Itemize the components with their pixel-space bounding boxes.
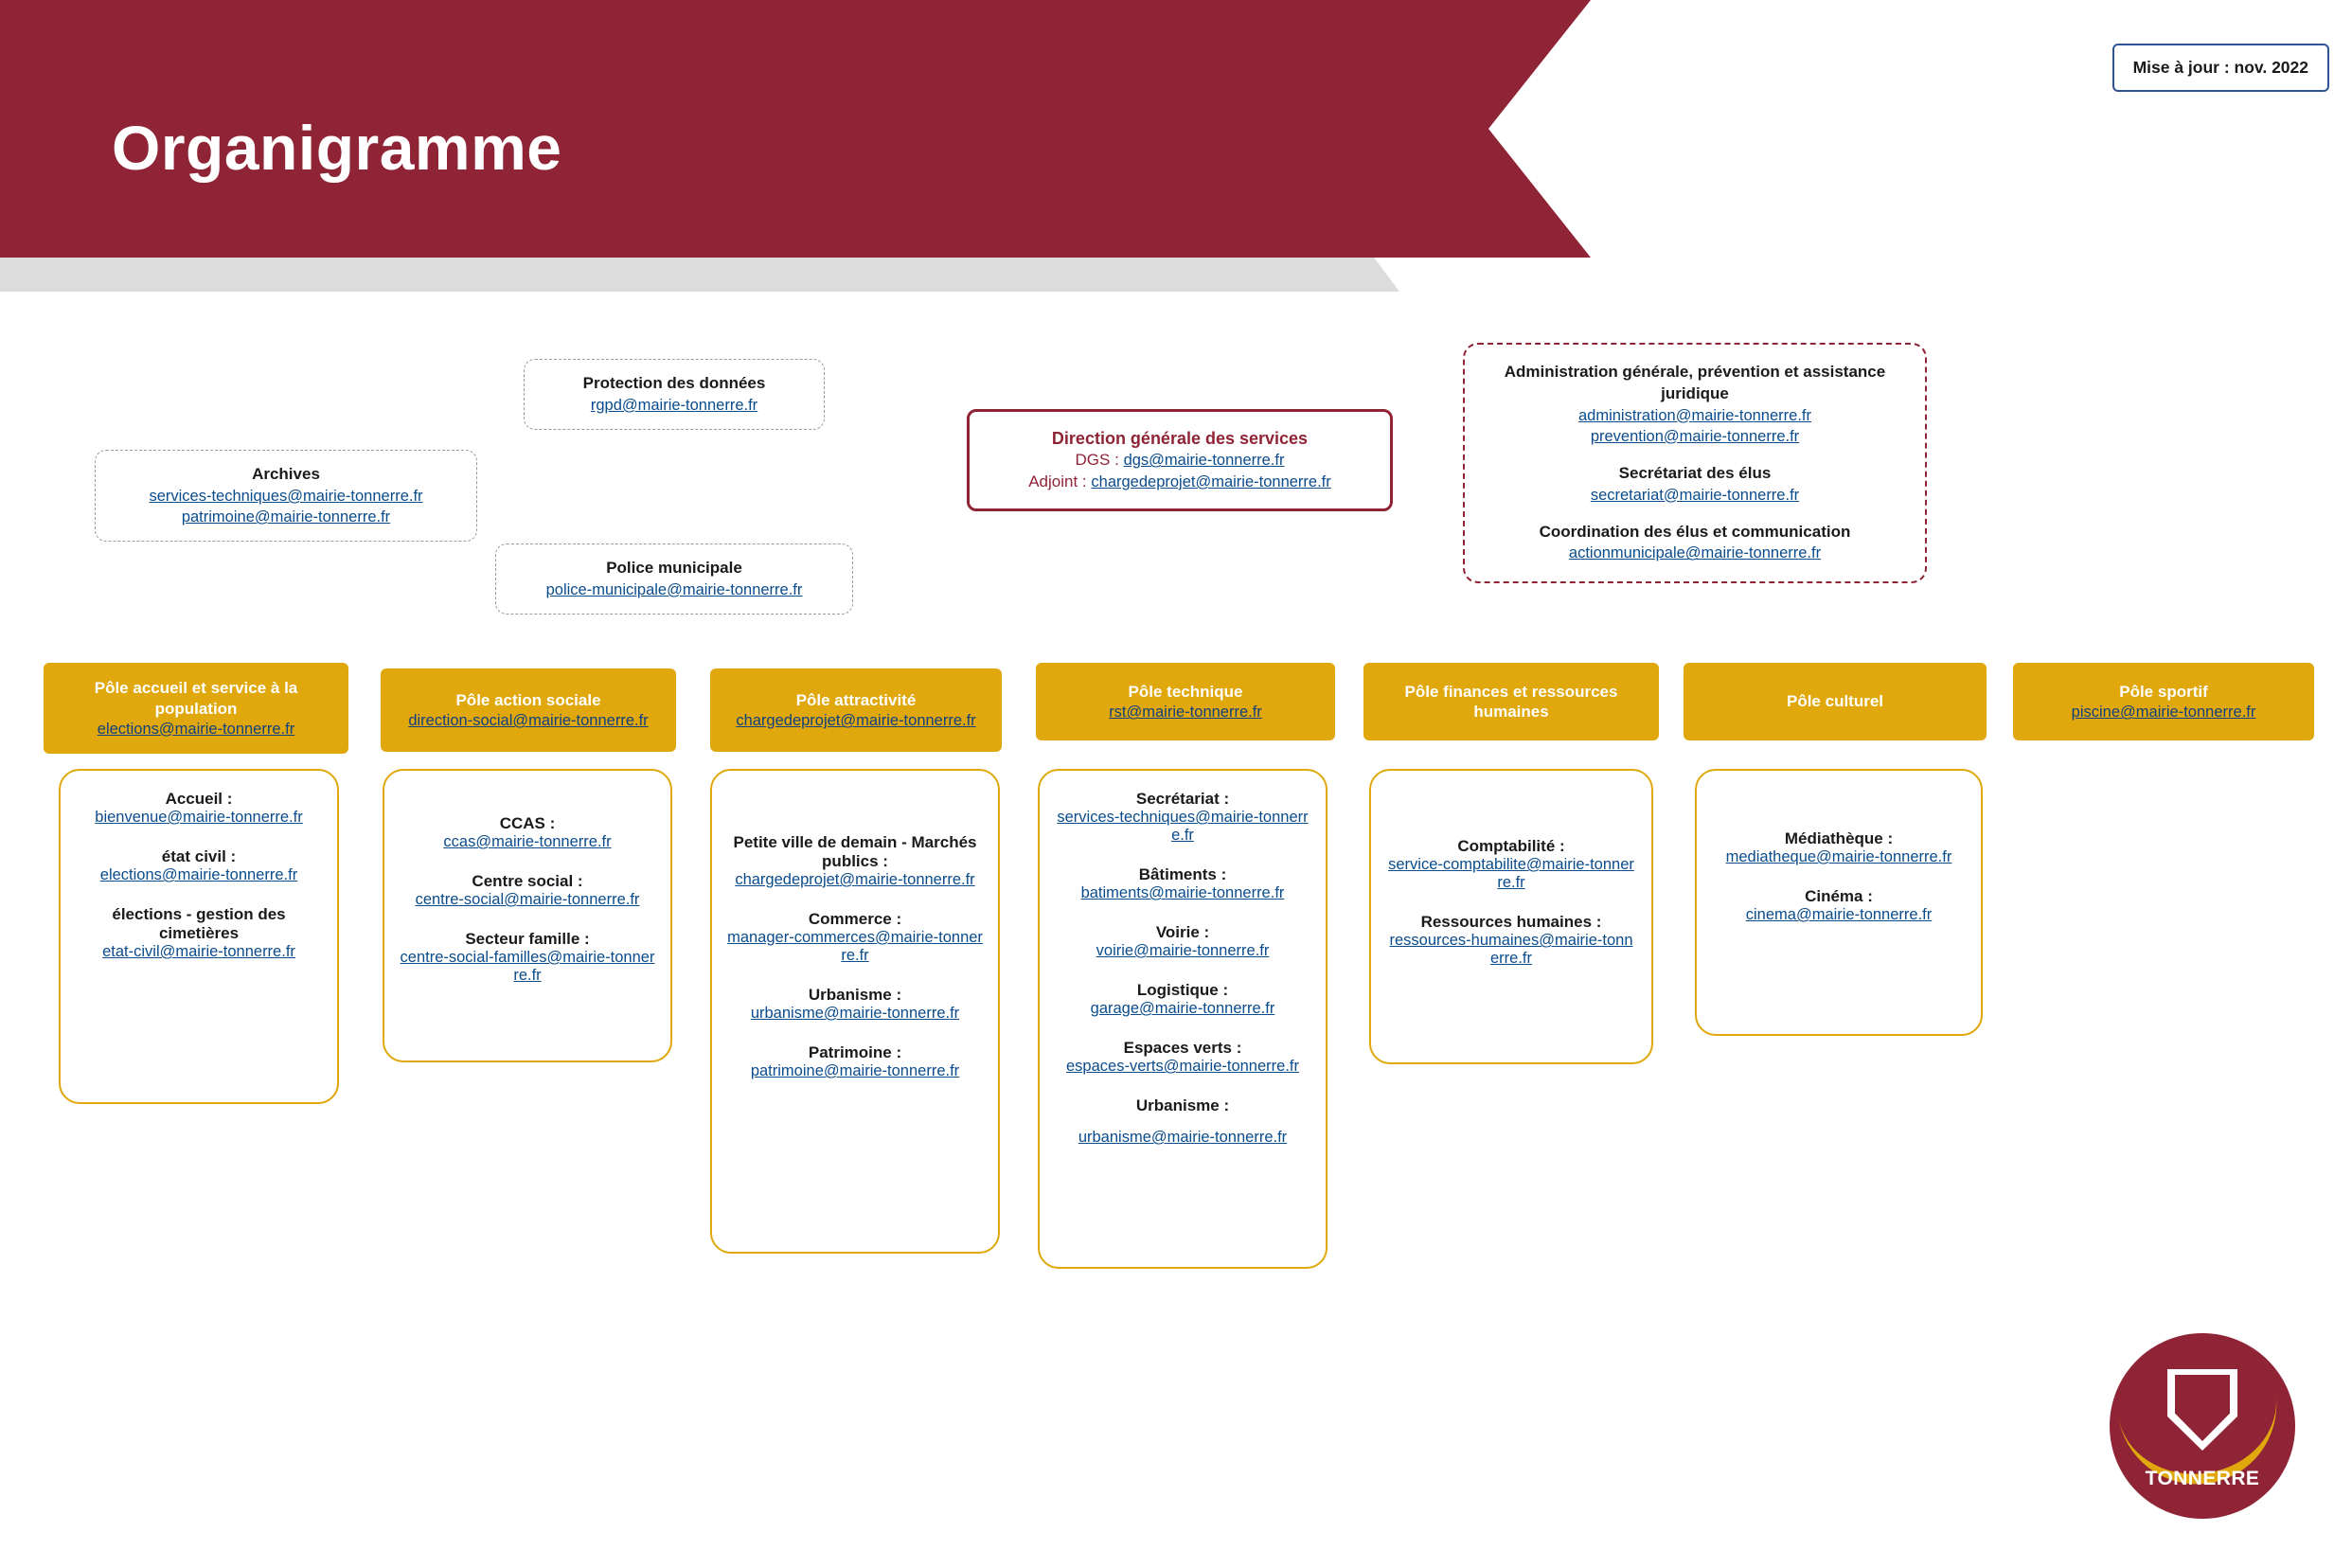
service-item xyxy=(727,986,983,1023)
service-item xyxy=(1386,837,1636,892)
service-name: Logistique : xyxy=(1136,981,1229,999)
service-item xyxy=(76,790,322,827)
pole-email[interactable]: piscine@mairie-tonnerre.fr xyxy=(2071,704,2256,722)
card-pole-accueil xyxy=(59,769,339,1104)
service-name: Secteur famille : xyxy=(465,930,590,948)
box-protection-donnees xyxy=(524,359,825,430)
service-item xyxy=(1055,1039,1310,1076)
service-name: Ressources humaines : xyxy=(1420,913,1602,931)
card-pole-technique xyxy=(1038,769,1327,1269)
pole-title: Pôle accueil et service à la population xyxy=(94,679,298,718)
service-name: Urbanisme : xyxy=(1135,1096,1230,1114)
pole-title: Pôle attractivité xyxy=(795,690,917,709)
service-email[interactable]: services-techniques@mairie-tonnerre.fr xyxy=(1057,809,1309,844)
administration-email-1[interactable]: administration@mairie-tonnerre.fr xyxy=(1577,406,1811,424)
dgs-line-1 xyxy=(983,450,1377,472)
police-title: Police municipale xyxy=(606,559,742,577)
service-item xyxy=(1055,1096,1310,1147)
service-email[interactable]: cinema@mairie-tonnerre.fr xyxy=(1745,906,1933,923)
page-header xyxy=(0,0,2352,303)
box-police-municipale xyxy=(495,543,853,615)
pole-email[interactable]: chargedeprojet@mairie-tonnerre.fr xyxy=(736,712,976,730)
service-name: CCAS : xyxy=(499,814,556,832)
dgs-adjoint-email[interactable]: chargedeprojet@mairie-tonnerre.fr xyxy=(1091,472,1331,490)
service-item xyxy=(1055,981,1310,1018)
service-email[interactable]: chargedeprojet@mairie-tonnerre.fr xyxy=(735,871,975,888)
card-pole-finances-rh xyxy=(1369,769,1653,1064)
service-name: Accueil : xyxy=(165,790,233,808)
protection-title: Protection des données xyxy=(582,374,766,392)
police-email[interactable]: police-municipale@mairie-tonnerre.fr xyxy=(545,580,803,598)
page-title: Organigramme xyxy=(112,113,562,183)
service-item xyxy=(727,1043,983,1080)
pole-header-attractivite[interactable] xyxy=(710,668,1002,752)
service-name: Commerce : xyxy=(808,910,902,928)
pole-header-sportif[interactable] xyxy=(2013,663,2314,740)
update-badge: Mise à jour : nov. 2022 xyxy=(2112,44,2329,92)
service-email[interactable]: bienvenue@mairie-tonnerre.fr xyxy=(95,809,303,826)
service-email[interactable]: mediatheque@mairie-tonnerre.fr xyxy=(1725,848,1952,865)
service-item xyxy=(76,847,322,884)
pole-header-accueil[interactable] xyxy=(44,663,348,754)
service-email[interactable]: ressources-humaines@mairie-tonnerre.fr xyxy=(1389,932,1633,967)
service-email[interactable]: garage@mairie-tonnerre.fr xyxy=(1090,1000,1275,1017)
service-name: Patrimoine : xyxy=(808,1043,902,1061)
service-email[interactable]: urbanisme@mairie-tonnerre.fr xyxy=(750,1005,960,1022)
service-item xyxy=(400,814,655,851)
service-name: Secrétariat : xyxy=(1135,790,1230,808)
dgs-line-2 xyxy=(983,472,1377,493)
service-name: Bâtiments : xyxy=(1138,865,1227,883)
service-name: élections - gestion des cimetières xyxy=(112,905,286,942)
service-name: Urbanisme : xyxy=(808,986,902,1004)
service-item xyxy=(1055,790,1310,845)
pole-email[interactable]: rst@mairie-tonnerre.fr xyxy=(1109,704,1262,722)
administration-title: Administration générale, prévention et assistance juridique xyxy=(1504,363,1886,402)
service-item xyxy=(727,833,983,889)
service-item xyxy=(1055,865,1310,902)
pole-header-finances-rh[interactable] xyxy=(1363,663,1659,740)
pole-email[interactable]: elections@mairie-tonnerre.fr xyxy=(97,720,295,738)
pole-header-technique[interactable] xyxy=(1036,663,1335,740)
dgs-label: DGS : xyxy=(1075,451,1119,470)
service-item xyxy=(1055,923,1310,960)
service-name: état civil : xyxy=(161,847,237,865)
pole-email[interactable]: direction-social@mairie-tonnerre.fr xyxy=(408,712,649,730)
pole-title: Pôle sportif xyxy=(2119,682,2208,701)
service-item xyxy=(727,910,983,965)
archives-email-2[interactable]: patrimoine@mairie-tonnerre.fr xyxy=(181,508,391,526)
service-email[interactable]: batiments@mairie-tonnerre.fr xyxy=(1080,884,1285,901)
service-email[interactable]: centre-social@mairie-tonnerre.fr xyxy=(415,891,640,908)
card-pole-attractivite xyxy=(710,769,1000,1254)
box-archives xyxy=(95,450,477,542)
protection-email[interactable]: rgpd@mairie-tonnerre.fr xyxy=(590,396,758,414)
service-name: Médiathèque : xyxy=(1784,829,1894,847)
service-name: Espaces verts : xyxy=(1123,1039,1242,1057)
service-email[interactable]: ccas@mairie-tonnerre.fr xyxy=(443,833,612,850)
service-name: Voirie : xyxy=(1155,923,1210,941)
dgs-adjoint-label: Adjoint : xyxy=(1028,472,1087,490)
service-item xyxy=(1712,887,1966,924)
pole-title: Pôle action sociale xyxy=(455,690,601,709)
service-email[interactable]: patrimoine@mairie-tonnerre.fr xyxy=(750,1062,960,1079)
spacer-1 xyxy=(1480,447,1910,463)
box-direction-generale-services xyxy=(967,409,1393,511)
service-name: Centre social : xyxy=(472,872,583,890)
service-email[interactable]: voirie@mairie-tonnerre.fr xyxy=(1096,942,1270,959)
dgs-email[interactable]: dgs@mairie-tonnerre.fr xyxy=(1123,452,1285,470)
tonnerre-logo xyxy=(2110,1333,2295,1519)
service-item xyxy=(400,930,655,985)
service-name: Petite ville de demain - Marchés publics : xyxy=(733,833,977,870)
service-item xyxy=(76,905,322,961)
service-name: Comptabilité : xyxy=(1457,837,1565,855)
pole-title: Pôle culturel xyxy=(1786,692,1884,711)
spacer-2 xyxy=(1480,506,1910,522)
service-email[interactable]: urbanisme@mairie-tonnerre.fr xyxy=(1078,1129,1288,1146)
service-item xyxy=(1712,829,1966,866)
service-email[interactable]: manager-commerces@mairie-tonnerre.fr xyxy=(727,929,983,964)
service-email[interactable]: centre-social-familles@mairie-tonnerre.fr xyxy=(400,949,655,984)
service-item xyxy=(400,872,655,909)
pole-header-culturel[interactable] xyxy=(1684,663,1987,740)
service-email[interactable]: service-comptabilite@mairie-tonnerre.fr xyxy=(1388,856,1634,891)
coordination-elus-email[interactable]: actionmunicipale@mairie-tonnerre.fr xyxy=(1568,544,1822,562)
archives-title: Archives xyxy=(252,465,320,483)
secretariat-elus-email[interactable]: secretariat@mairie-tonnerre.fr xyxy=(1590,486,1800,504)
pole-title: Pôle technique xyxy=(1128,682,1243,701)
service-email[interactable]: etat-civil@mairie-tonnerre.fr xyxy=(102,943,295,960)
service-name: Cinéma : xyxy=(1805,887,1873,905)
service-email[interactable]: espaces-verts@mairie-tonnerre.fr xyxy=(1066,1058,1299,1075)
card-pole-culturel xyxy=(1695,769,1983,1036)
administration-email-2[interactable]: prevention@mairie-tonnerre.fr xyxy=(1590,427,1800,445)
service-email[interactable]: elections@mairie-tonnerre.fr xyxy=(99,866,298,883)
box-administration-generale xyxy=(1463,343,1927,583)
secretariat-elus-title: Secrétariat des élus xyxy=(1618,463,1772,482)
service-item xyxy=(1386,913,1636,968)
logo-text: TONNERRE xyxy=(2145,1468,2260,1489)
coordination-elus-title: Coordination des élus et communication xyxy=(1539,522,1851,541)
pole-title: Pôle finances et ressources humaines xyxy=(1404,682,1618,721)
card-pole-action-sociale xyxy=(383,769,672,1062)
archives-email-1[interactable]: services-techniques@mairie-tonnerre.fr xyxy=(149,487,423,505)
pole-header-action-sociale[interactable] xyxy=(381,668,676,752)
dgs-title: Direction générale des services xyxy=(1051,429,1309,448)
